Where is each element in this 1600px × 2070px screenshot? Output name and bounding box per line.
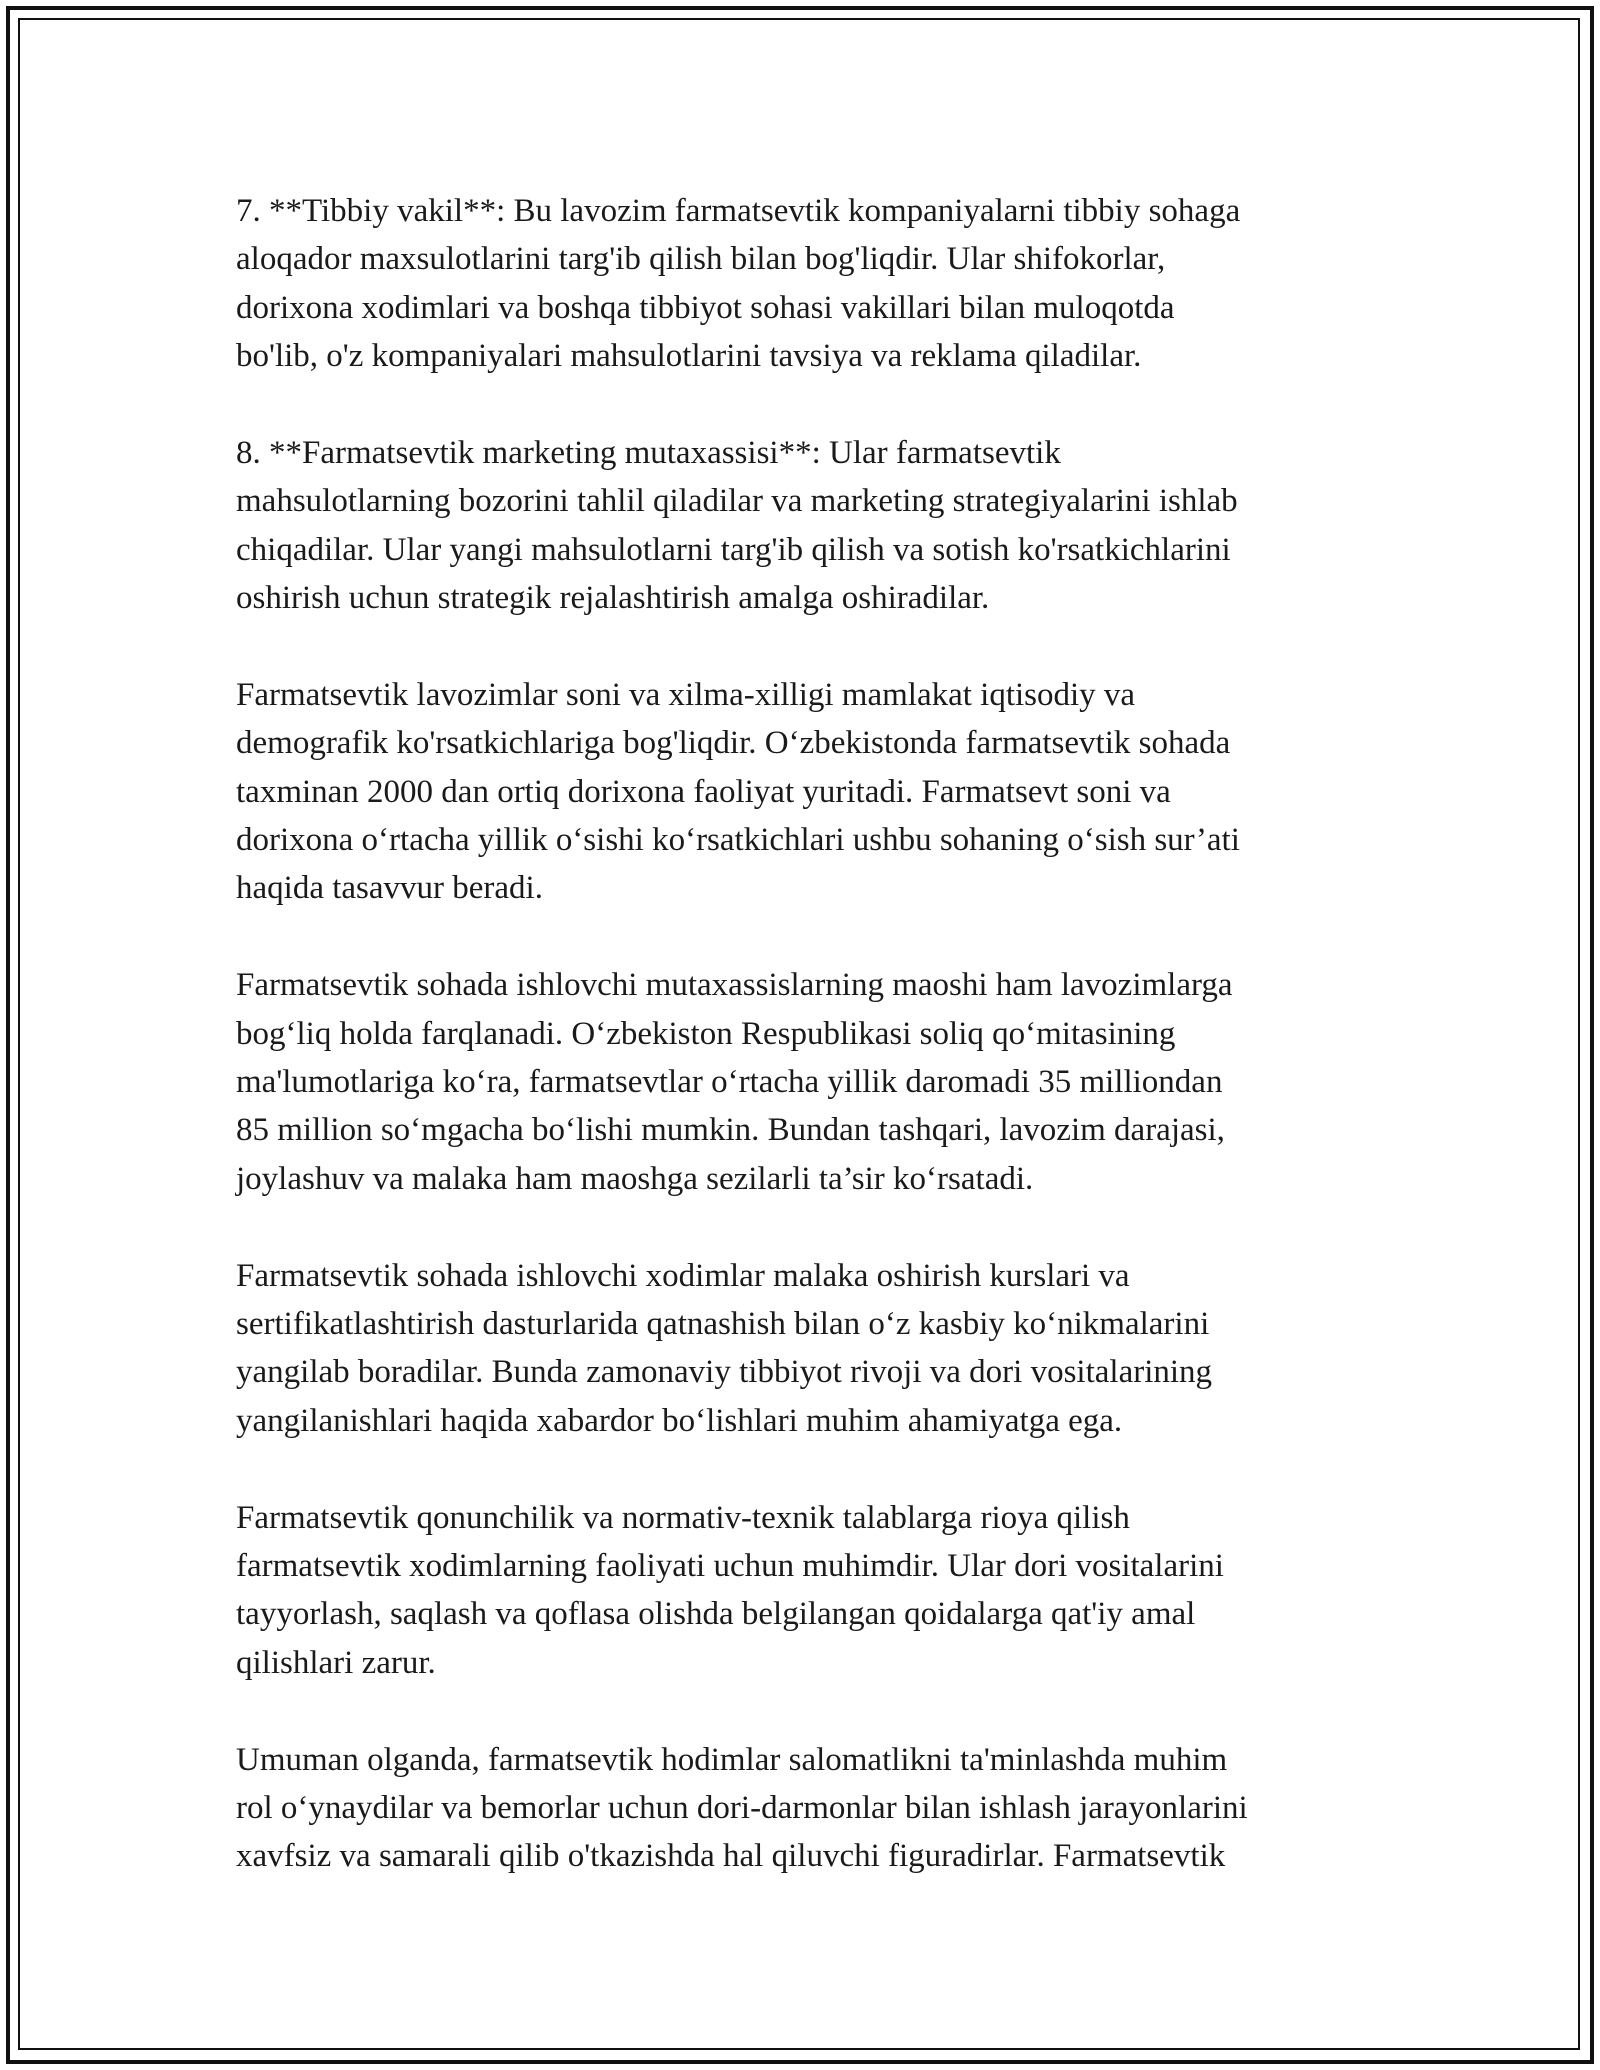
text-line: rol o‘ynaydilar va bemorlar uchun dori-darmonlar bilan ishlash jarayonlarini	[236, 1789, 1248, 1826]
paragraph-medical-representative	[236, 187, 1376, 381]
paragraph-marketing-specialist	[236, 429, 1376, 623]
text-line: demografik ko'rsatkichlariga bog'liqdir. O‘zbekistonda farmatsevtik sohada	[236, 725, 1231, 762]
text-line: haqida tasavvur beradi.	[236, 870, 543, 907]
text-line: Farmatsevtik sohada ishlovchi mutaxassislarning maoshi ham lavozimlarga	[236, 967, 1233, 1004]
text-line: Farmatsevtik sohada ishlovchi xodimlar malaka oshirish kurslari va	[236, 1257, 1130, 1294]
text-line: dorixona o‘rtacha yillik o‘sishi ko‘rsatkichlari ushbu sohaning o‘sish sur’ati	[236, 822, 1240, 859]
text-line: oshirish uchun strategik rejalashtirish amalga oshiradilar.	[236, 580, 990, 617]
text-line: bo'lib, o'z kompaniyalari mahsulotlarini tavsiya va reklama qiladilar.	[236, 338, 1142, 375]
text-line: chiqadilar. Ular yangi mahsulotlarni targ'ib qilish va sotish ko'rsatkichlarini	[236, 531, 1231, 568]
text-line: Umuman olganda, farmatsevtik hodimlar salomatlikni ta'minlashda muhim	[236, 1741, 1228, 1778]
text-line: farmatsevtik xodimlarning faoliyati uchun muhimdir. Ular dori vositalarini	[236, 1547, 1224, 1584]
text-line: taxminan 2000 dan ortiq dorixona faoliyat yuritadi. Farmatsevt soni va	[236, 773, 1171, 810]
text-line: bog‘liq holda farqlanadi. O‘zbekiston Respublikasi soliq qo‘mitasining	[236, 1015, 1176, 1052]
document-body	[236, 187, 1376, 1929]
paragraph-conclusion	[236, 1736, 1376, 1881]
text-line: joylashuv va malaka ham maoshga sezilarli ta’sir ko‘rsatadi.	[236, 1160, 1034, 1197]
text-line: xavfsiz va samarali qilib o'tkazishda hal qiluvchi figuradirlar. Farmatsevtik	[236, 1838, 1226, 1875]
text-line: tayyorlash, saqlash va qoflasa olishda belgilangan qoidalarga qat'iy amal	[236, 1596, 1196, 1633]
text-line: dorixona xodimlari va boshqa tibbiyot sohasi vakillari bilan muloqotda	[236, 289, 1175, 326]
paragraph-training	[236, 1252, 1376, 1446]
text-line: yangilanishlari haqida xabardor bo‘lishlari muhim ahamiyatga ega.	[236, 1402, 1123, 1439]
paragraph-salary	[236, 961, 1376, 1203]
text-line: sertifikatlashtirish dasturlarida qatnashish bilan o‘z kasbiy ko‘nikmalarini	[236, 1305, 1210, 1342]
text-line: yangilab boradilar. Bunda zamonaviy tibbiyot rivoji va dori vositalarining	[236, 1354, 1213, 1391]
text-line: Farmatsevtik lavozimlar soni va xilma-xilligi mamlakat iqtisodiy va	[236, 676, 1136, 713]
text-line: qilishlari zarur.	[236, 1644, 436, 1681]
text-line: 7. **Tibbiy vakil**: Bu lavozim farmatsevtik kompaniyalarni tibbiy sohaga	[236, 193, 1241, 229]
paragraph-regulations	[236, 1494, 1376, 1688]
text-line: 8. **Farmatsevtik marketing mutaxassisi**: Ular farmatsevtik	[236, 434, 1061, 471]
text-line: ma'lumotlariga ko‘ra, farmatsevtlar o‘rtacha yillik daromadi 35 milliondan	[236, 1064, 1223, 1101]
text-line: Farmatsevtik qonunchilik va normativ-texnik talablarga rioya qilish	[236, 1499, 1130, 1536]
text-line: 85 million so‘mgacha bo‘lishi mumkin. Bundan tashqari, lavozim darajasi,	[236, 1112, 1225, 1149]
paragraph-positions-diversity	[236, 671, 1376, 913]
text-line: mahsulotlarning bozorini tahlil qiladilar va marketing strategiyalarini ishlab	[236, 483, 1238, 520]
text-line: aloqador maxsulotlarini targ'ib qilish bilan bog'liqdir. Ular shifokorlar,	[236, 241, 1166, 278]
